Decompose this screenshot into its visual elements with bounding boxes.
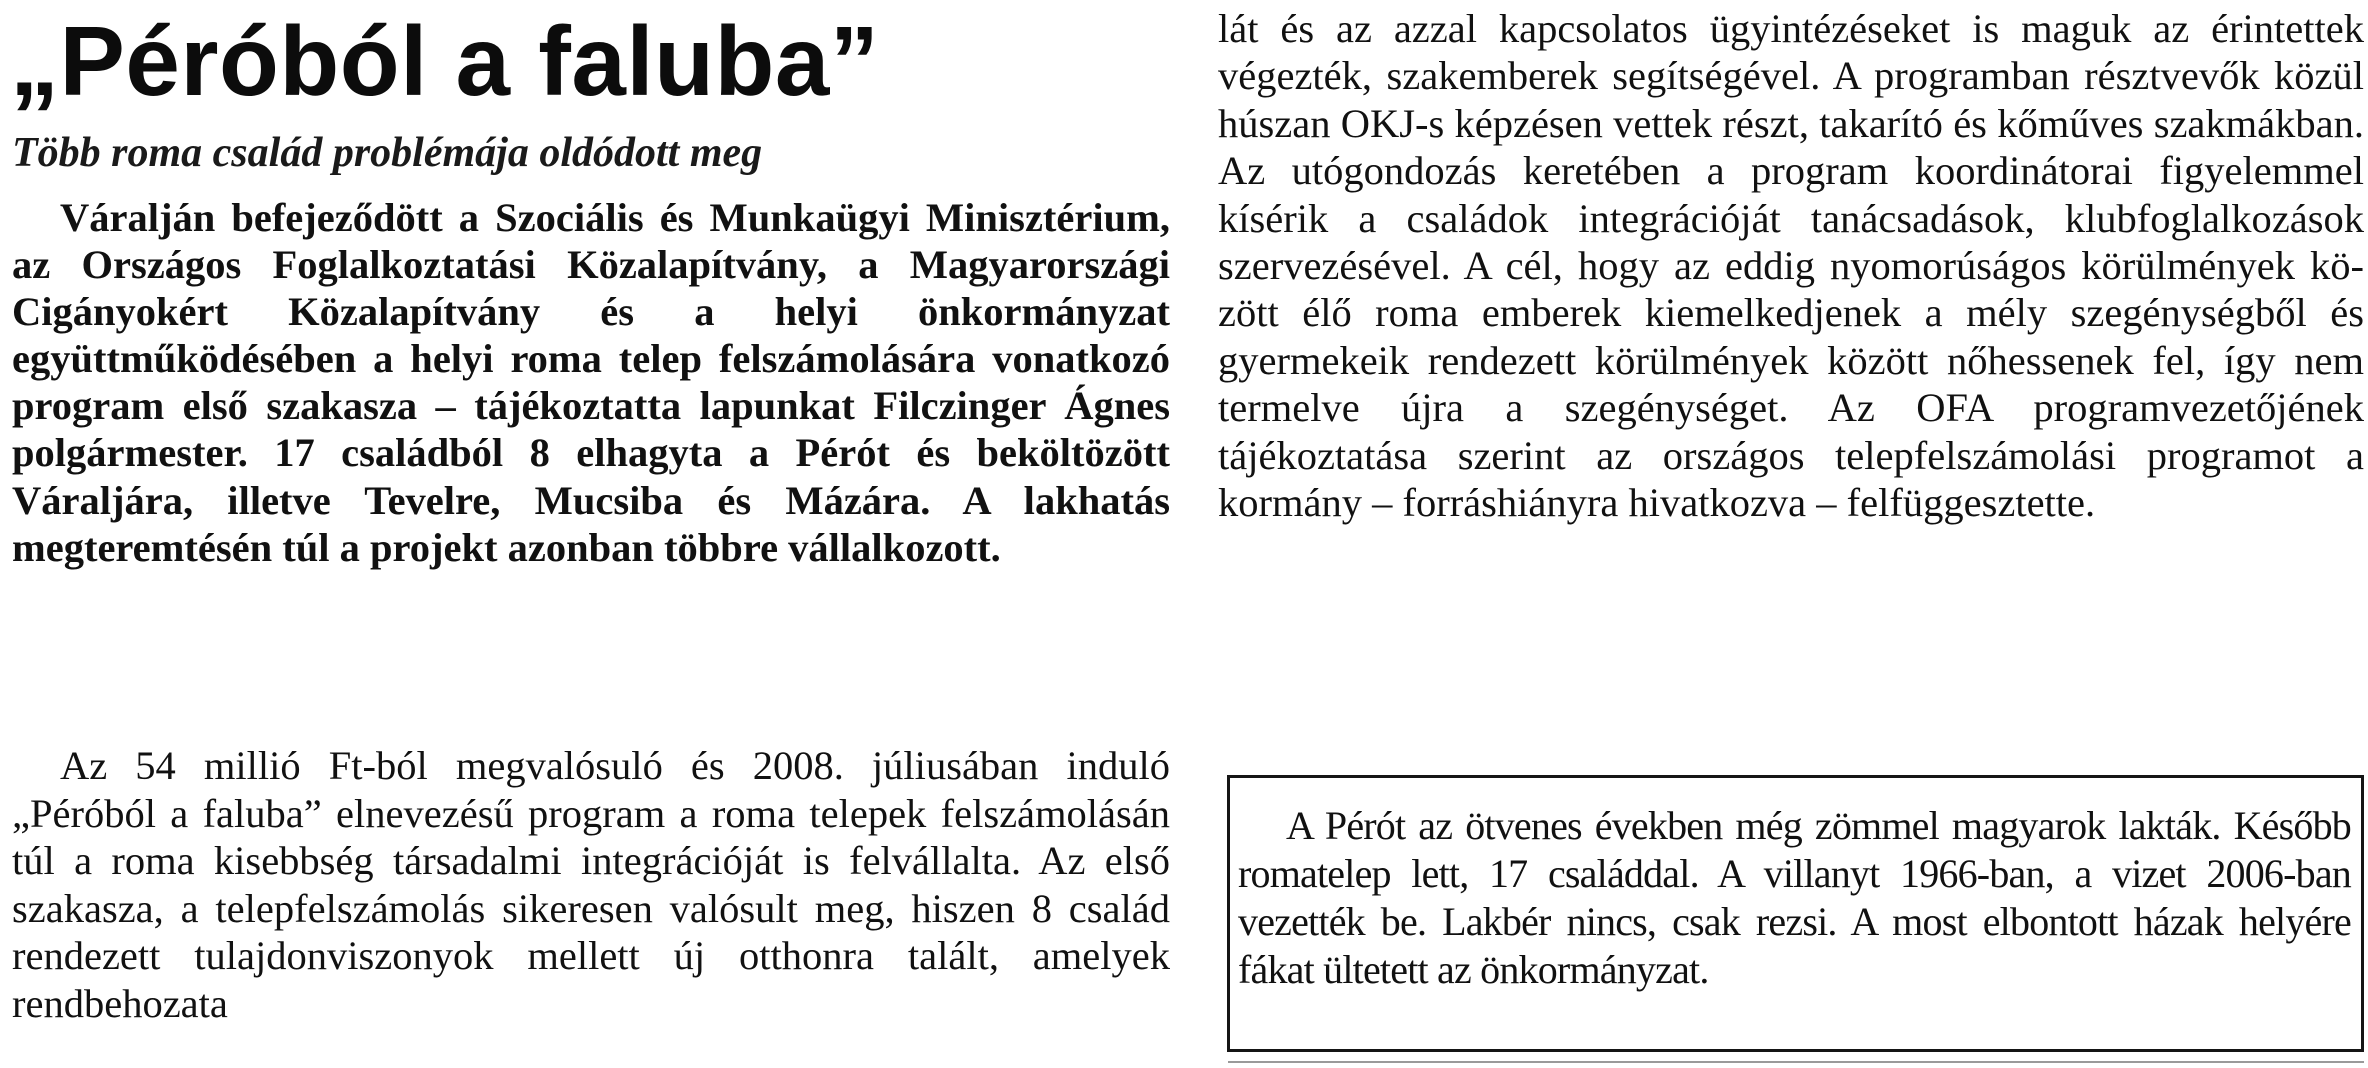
- subheadline: Több roma család problémája oldódott meg: [12, 130, 763, 176]
- bottom-rule: [1228, 1061, 2364, 1063]
- info-box: [1227, 775, 2364, 1052]
- headline: „Péróból a faluba”: [10, 6, 880, 116]
- lead-paragraph: Váralján befejeződött a Szociális és Munkaügyi Minisztérium, az Országos Foglalkoztatási Közalapítvány, a Magyarországi Cigányokért Közalapítvány és a helyi önkormányzat együttműködésében a helyi roma telep felszámolására vonatkozó program első szakasza – tájékoztatta lapunkat Filczinger Ágnes polgármester. 17 családból 8 elhagyta a Pérót és beköltözött Váraljára, illetve Tevelre, Mucsiba és Mázára. A lakhatás megteremtésén túl a projekt azonban többre vállalkozott.: [12, 195, 1170, 570]
- body-paragraph-left: Az 54 millió Ft-ból megvalósuló és 2008. júliusában induló „Péróból a faluba” elnevezésű program a roma telepek felszámolásán túl a roma kisebbség társadalmi integrációját is felvállalta. Az első szakasza, a telepfelszámolás sikeresen valósult meg, hiszen 8 család rendezett tulajdonviszonyok mellett új otthonra talált, amelyek rendbehozata: [12, 743, 1170, 1026]
- info-box-text: A Pérót az ötvenes években még zömmel magyarok lakták. Később romatelep lett, 17 családdal. A villanyt 1966-ban, a vizet 2006-ban vezették be. Lakbér nincs, csak rezsi. A most elbontott házak helyére fákat ültetett az önkormányzat.: [1238, 803, 2351, 992]
- body-paragraph-right: lát és az azzal kapcsolatos ügyintézéseket is maguk az érintettek végezték, szakemberek segítségével. A programban résztvevők közül húszan OKJ-s képzésen vettek részt, takarító és kőműves szakmákban. Az utógondozás keretében a program koordinátorai figyelemmel kísérik a családok integrációját tanácsadások, klubfoglalkozások szervezésével. A cél, hogy az eddig nyomorúságos körülmények között élő roma emberek kiemelkedjenek a mély szegénységből és gyermekeik rendezett körülmények között nőhessenek fel, így nem termelve újra a szegénységet. Az OFA programvezetőjének tájékoztatása szerint az országos telepfelszámolási programot a kormány – forráshiányra hivatkozva – felfüggesztette.: [1218, 6, 2364, 526]
